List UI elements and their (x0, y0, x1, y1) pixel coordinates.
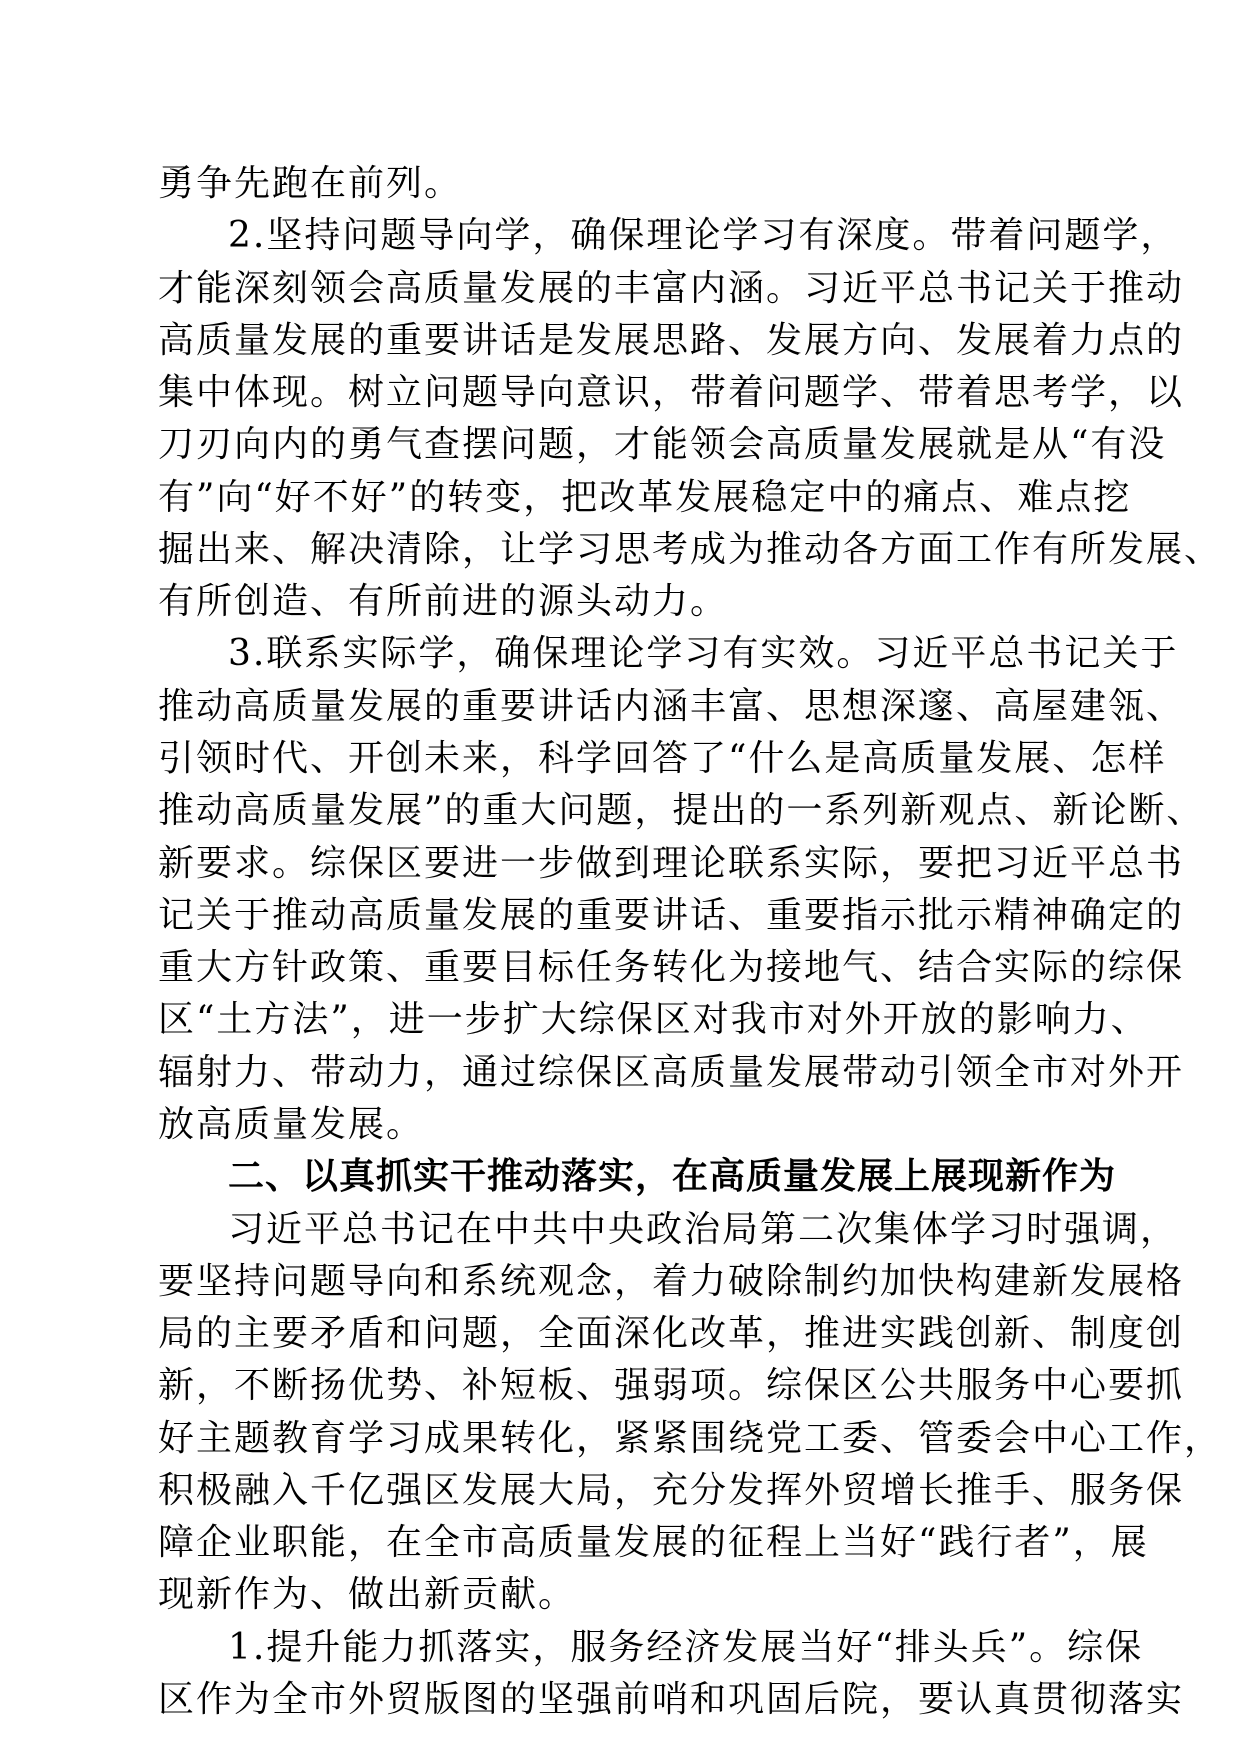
text-line: 勇争先跑在前列。 (158, 163, 463, 204)
text-line: 现新作为、做出新贡献。 (158, 1574, 577, 1615)
text-line: 辐射力、带动力，通过综保区高质量发展带动引领全市对外开 (158, 1052, 1185, 1093)
text-line: 3.联系实际学，确保理论学习有实效。习近平总书记关于 (228, 633, 1179, 674)
text-line: 集中体现。树立问题导向意识，带着问题学、带着思考学，以 (158, 372, 1185, 413)
text-line: 区作为全市外贸版图的坚强前哨和巩固后院，要认真贯彻落实 (158, 1679, 1185, 1720)
text-line: 有”向“好不好”的转变，把改革发展稳定中的痛点、难点挖 (158, 477, 1132, 518)
text-line: 障企业职能，在全市高质量发展的征程上当好“践行者”，展 (158, 1522, 1149, 1563)
text-line: 习近平总书记在中共中央政治局第二次集体学习时强调， (228, 1209, 1179, 1250)
text-line: 区“土方法”，进一步扩大综保区对我市对外开放的影响力、 (158, 999, 1149, 1040)
text-line: 有所创造、有所前进的源头动力。 (158, 581, 729, 622)
text-line: 刀刃向内的勇气查摆问题，才能领会高质量发展就是从“有没 (158, 424, 1167, 465)
text-line: 1.提升能力抓落实，服务经济发展当好“排头兵”。综保 (228, 1627, 1144, 1668)
text-line: 新要求。综保区要进一步做到理论联系实际，要把习近平总书 (158, 843, 1185, 884)
text-line: 才能深刻领会高质量发展的丰富内涵。习近平总书记关于推动 (158, 268, 1185, 309)
text-line: 要坚持问题导向和系统观念，着力破除制约加快构建新发展格 (158, 1261, 1185, 1302)
text-line: 重大方针政策、重要目标任务转化为接地气、结合实际的综保 (158, 947, 1185, 988)
text-line: 记关于推动高质量发展的重要讲话、重要指示批示精神确定的 (158, 895, 1185, 936)
text-line: 高质量发展的重要讲话是发展思路、发展方向、发展着力点的 (158, 320, 1185, 361)
text-line: 2.坚持问题导向学，确保理论学习有深度。带着问题学， (228, 215, 1179, 256)
section-heading: 二、以真抓实干推动落实，在高质量发展上展现新作为 (228, 1156, 1117, 1197)
text-line: 推动高质量发展的重要讲话内涵丰富、思想深邃、高屋建瓴、 (158, 686, 1185, 727)
text-line: 掘出来、解决清除，让学习思考成为推动各方面工作有所发展、 (158, 529, 1223, 570)
text-line: 局的主要矛盾和问题，全面深化改革，推进实践创新、制度创 (158, 1313, 1185, 1354)
text-line: 放高质量发展。 (158, 1104, 425, 1145)
text-line: 推动高质量发展”的重大问题，提出的一系列新观点、新论断、 (158, 790, 1205, 831)
text-line: 新，不断扬优势、补短板、强弱项。综保区公共服务中心要抓 (158, 1365, 1185, 1406)
text-line: 引领时代、开创未来，科学回答了“什么是高质量发展、怎样 (158, 738, 1167, 779)
text-line: 好主题教育学习成果转化，紧紧围绕党工委、管委会中心工作， (158, 1418, 1223, 1459)
text-line: 积极融入千亿强区发展大局，充分发挥外贸增长推手、服务保 (158, 1470, 1185, 1511)
